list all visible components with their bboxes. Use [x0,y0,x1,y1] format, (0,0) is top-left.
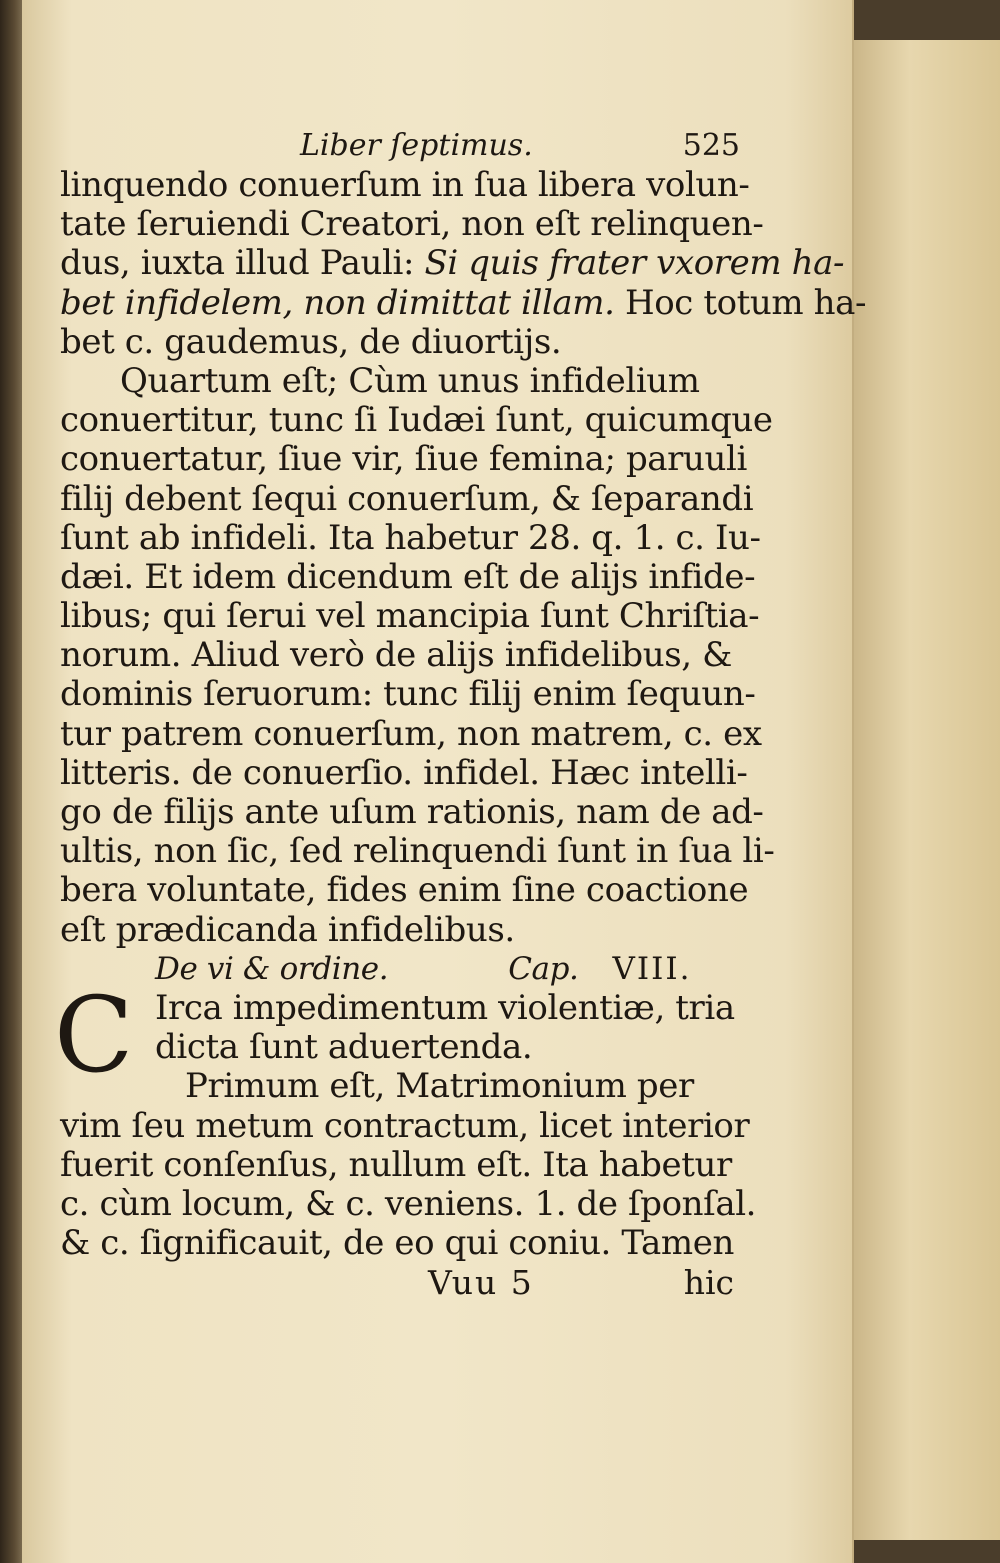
chapter-number: VIII. [612,950,692,987]
text-line: ultis, non ſic, ſed relinquendi ſunt in ſua li- [60,831,775,872]
text-line: linquendo conuerſum in ſua libera volun- [60,165,750,205]
text-line: tur patrem conuerſum, non matrem, c. ex [60,713,762,754]
text-line-roman: dus, iuxta illud Pauli: [60,243,425,284]
text-line [60,243,845,284]
running-title: Liber ſeptimus. [299,128,533,163]
text-line: go de filijs ante uſum rationis, nam de ad- [60,792,764,832]
text-line: conuertatur, ſiue vir, ſiue femina; paruuli [60,439,747,480]
book-page [22,0,867,1563]
catchword: hic [683,1263,734,1303]
text-line [60,282,867,323]
text-line: bet c. gaudemus, de diuortijs. [60,321,562,362]
chapter-title: De vi & ordine. [155,950,389,987]
text-line-italic: bet infidelem, non dimittat illam. [60,282,615,323]
paragraph-start-line: Primum eſt, Matrimonium per [185,1066,694,1107]
signature-mark: Vuu 5 [427,1263,534,1303]
text-line: dicta ſunt aduertenda. [155,1027,533,1068]
drop-cap-initial: C [54,973,134,1096]
text-line: conuertitur, tunc ſi Iudæi ſunt, quicumque [60,400,773,441]
text-line: dæi. Et idem dicendum eſt de alijs infide- [60,556,756,597]
text-line: bera voluntate, fides enim ſine coactione [60,870,749,911]
text-block [54,128,867,1303]
text-line: ſunt ab infideli. Ita habetur 28. q. 1. c. Iu- [60,517,761,558]
text-line: filij debent ſequi conuerſum, & ſeparandi [60,478,754,519]
text-line: tate ſeruiendi Creatori, non eſt relinquen- [60,204,764,245]
text-line: Irca impedimentum violentiæ, tria [155,987,735,1028]
text-line: dominis ſeruorum: tunc filij enim ſequun- [60,674,756,715]
text-line: litteris. de conuerſio. infidel. Hæc intelli- [60,752,748,793]
text-line: c. cùm locum, & c. veniens. 1. de ſponſal. [60,1183,757,1224]
page-fore-edge [850,40,1000,1540]
text-line: norum. Aliud verò de alijs infidelibus, & [60,635,732,676]
text-line: fuerit conſenſus, nullum eſt. Ita habetur [60,1144,732,1185]
text-line-roman: Hoc totum ha- [614,282,867,323]
text-line-italic: Si quis frater vxorem ha- [424,243,845,284]
page-header [250,128,740,166]
chapter-cap-label: Cap. [508,950,579,987]
text-line: libus; qui ſerui vel mancipia ſunt Chriſtia- [60,596,760,637]
text-line: eſt prædicanda infidelibus. [60,909,515,950]
page-footer [60,1263,740,1302]
chapter-heading [60,950,740,989]
paragraph-start-line: Quartum eſt; Cùm unus infidelium [120,360,700,401]
page-number: 525 [682,128,740,163]
text-line: vim ſeu metum contractum, licet interior [60,1105,750,1146]
text-line: & c. ſignificauit, de eo qui coniu. Tamen [60,1223,734,1264]
